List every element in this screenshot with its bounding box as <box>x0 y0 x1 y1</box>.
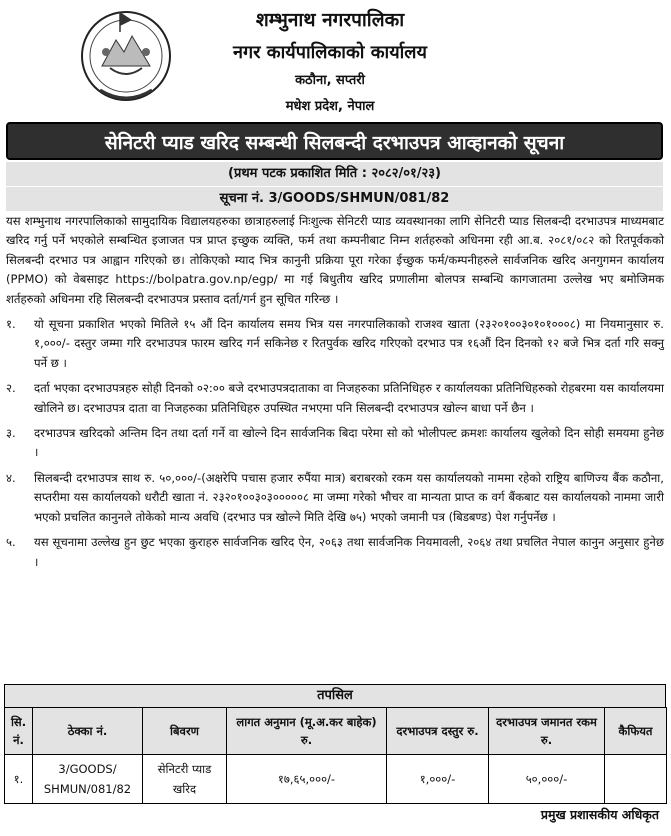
condition-text: दर्ता भएका दरभाउपत्रहरु सोही दिनको ०२:०० बजे दरभाउपत्रदाताका वा निजहरुका प्रतिनिधिहरु र कार्यालयका प्रतिनिधिहरुको रोहबरमा यस कार्यालयमा खोलिने छ। दरभाउपत्र दाता वा निजहरुका प्रतिनिधिहरु उपस्थित नभएमा पनि सिलबन्दी दरभाउपत्र खोल्न बाधा पर्ने छैन । <box>34 381 664 415</box>
condition-number: २. <box>6 381 16 396</box>
condition-text: सिलबन्दी दरभाउपत्र साथ रु. ५०,०००/-(अक्षरेपि पचास हजार रुपैंया मात्र) बराबरको रकम यस कार्यालयको नाममा रहेको राष्ट्रिय बाणिज्य बैंक कठौना, सप्तरीमा यस कार्यालयको धरौटी खाता नं. २३२०१००३०३०००००८ मा जम्मा गरेको भौचर वा मान्यता प्राप्त क वर्ग बैंकबाट यस कार्यालयको नाममा जारी भएको प्रचलित कानुनले तोकेको मान्य अवधि (दरभाउ पत्र खोल्ने मिति देखि ७५) भएको जमानी पत्र (बिडबण्ड) पेश गर्नुपर्नेछ । <box>34 470 664 524</box>
condition-item <box>6 533 664 572</box>
signature-line: प्रमुख प्रशासकीय अधिकृत <box>540 807 659 822</box>
col-contract-no: ठेक्का नं. <box>33 708 143 755</box>
condition-item <box>6 424 664 463</box>
intro-paragraph: यस शम्भुनाथ नगरपालिकाको सामुदायिक विद्यालयहरुका छात्राहरुलाई निःशुल्क सेनिटरी प्याड व्यवस्थानका लागि सेनिटरी प्याड सिलबन्दी दरभाउपत्र माध्यमबाट खरिद गर्नु पर्ने भएकोले सम्बन्धित इजाजत पत्र प्राप्त इच्छुक व्यक्ति, फर्म तथा कम्पनीबाट निम्न शर्तहरुको अधिनमा रही आ.ब. २०८१/०८२ को रितपूर्वकको सिलबन्दी दरभाउ पत्र आह्वान गरिएको छ। तोकिएको म्याद भित्र कानुनी प्रक्रिया पूरा गरेका ईच्छुक फर्म/कम्पनीहरुले सार्वजनिक खरिद अनगुगमन कार्यालय (PPMO) को वेबसाइट https://bolpatra.gov.np/egp/ मा गई बिधुतीय खरिद प्रणालीमा बोलपत्र सम्बन्धि कागजातमा उल्लेख भए बमोजिमक शर्तहरुको अधिनमा रहि सिलबन्दी दरभाउपत्र प्रस्ताव दर्ता/गर्न हुन सूचित गरिन्छ । <box>6 214 664 306</box>
province-name: मधेश प्रदेश, नेपाल <box>285 99 375 114</box>
nepal-emblem-icon <box>80 6 172 110</box>
office-name: नगर कार्यपालिकाको कार्यालय <box>233 42 427 63</box>
condition-number: ५. <box>6 535 16 550</box>
schedule-table <box>4 684 666 804</box>
condition-text: दरभाउपत्र खरिदको अन्तिम दिन तथा दर्ता गर्ने वा खोल्ने दिन सार्वजनिक बिदा परेमा सो को भोलीपल्ट क्रमशः कार्यालय खुलेको दिन सोही समयमा हुनेछ । <box>34 426 664 460</box>
condition-item <box>6 469 664 527</box>
notice-number: सूचना नं. 3/GOODS/SHMUN/081/82 <box>6 187 663 211</box>
cell-description: सेनिटरी प्याड खरिद <box>143 755 227 804</box>
table-title: तपसिल <box>4 684 666 707</box>
col-description: बिवरण <box>143 708 227 755</box>
col-serial: सि. नं. <box>5 708 33 755</box>
col-bid-security: दरभाउपत्र जमानत रकम रु. <box>489 708 605 755</box>
notice-title: सेनिटरी प्याड खरिद सम्बन्धी सिलबन्दी दरभाउपत्र आव्हानको सूचना <box>6 122 663 160</box>
condition-number: ३. <box>6 426 16 441</box>
cell-contract-no: 3/GOODS/ SHMUN/081/82 <box>33 755 143 804</box>
cell-bid-fee: १,०००/- <box>387 755 489 804</box>
condition-item <box>6 379 664 418</box>
cell-cost-estimate: १७,६५,०००/- <box>227 755 387 804</box>
office-location: कठौना, सप्तरी <box>295 73 365 88</box>
cell-bid-security: ५०,०००/- <box>489 755 605 804</box>
condition-number: १. <box>6 317 16 332</box>
condition-text: यो सूचना प्रकाशित भएको मितिले १५ औं दिन कार्यालय समय भित्र यस नगरपालिकाको राजश्व खाता (२३२०१००३०१०१०००८) मा नियमानुसार रु. १,०००/- दस्तुर जम्मा गरि दरभाउपत्र फारम खरिद गर्न सकिनेछ र रितपुर्वक खरिद गरिएको दरभाउ पत्र १६औं दिन दिनको १२ बजे भित्र दर्ता गरि सक्नु पर्ने छ । <box>34 317 664 370</box>
notice-body <box>6 212 664 572</box>
publish-date: (प्रथम पटक प्रकाशित मिति : २०८२/०१/२३) <box>6 162 663 186</box>
condition-number: ४. <box>6 470 16 485</box>
municipality-name: शम्भुनाथ नगरपालिका <box>255 9 405 31</box>
cell-remarks <box>605 755 667 804</box>
col-bid-fee: दरभाउपत्र दस्तुर रु. <box>387 708 489 755</box>
details-table <box>4 707 667 804</box>
condition-item <box>6 315 664 373</box>
col-remarks: कैफियत <box>605 708 667 755</box>
table-header-row <box>5 708 667 755</box>
condition-text: यस सूचनामा उल्लेख हुन छुट भएका कुराहरु सार्वजनिक खरिद ऐन, २०६३ तथा सार्वजनिक नियमावली, २०६४ तथा प्रचलित नेपाल कानुन अनुसार हुनेछ । <box>34 535 664 569</box>
letterhead <box>0 0 671 122</box>
col-cost-estimate: लागत अनुमान (मू.अ.कर बाहेक) रु. <box>227 708 387 755</box>
table-row <box>5 755 667 804</box>
cell-serial: १. <box>5 755 33 804</box>
